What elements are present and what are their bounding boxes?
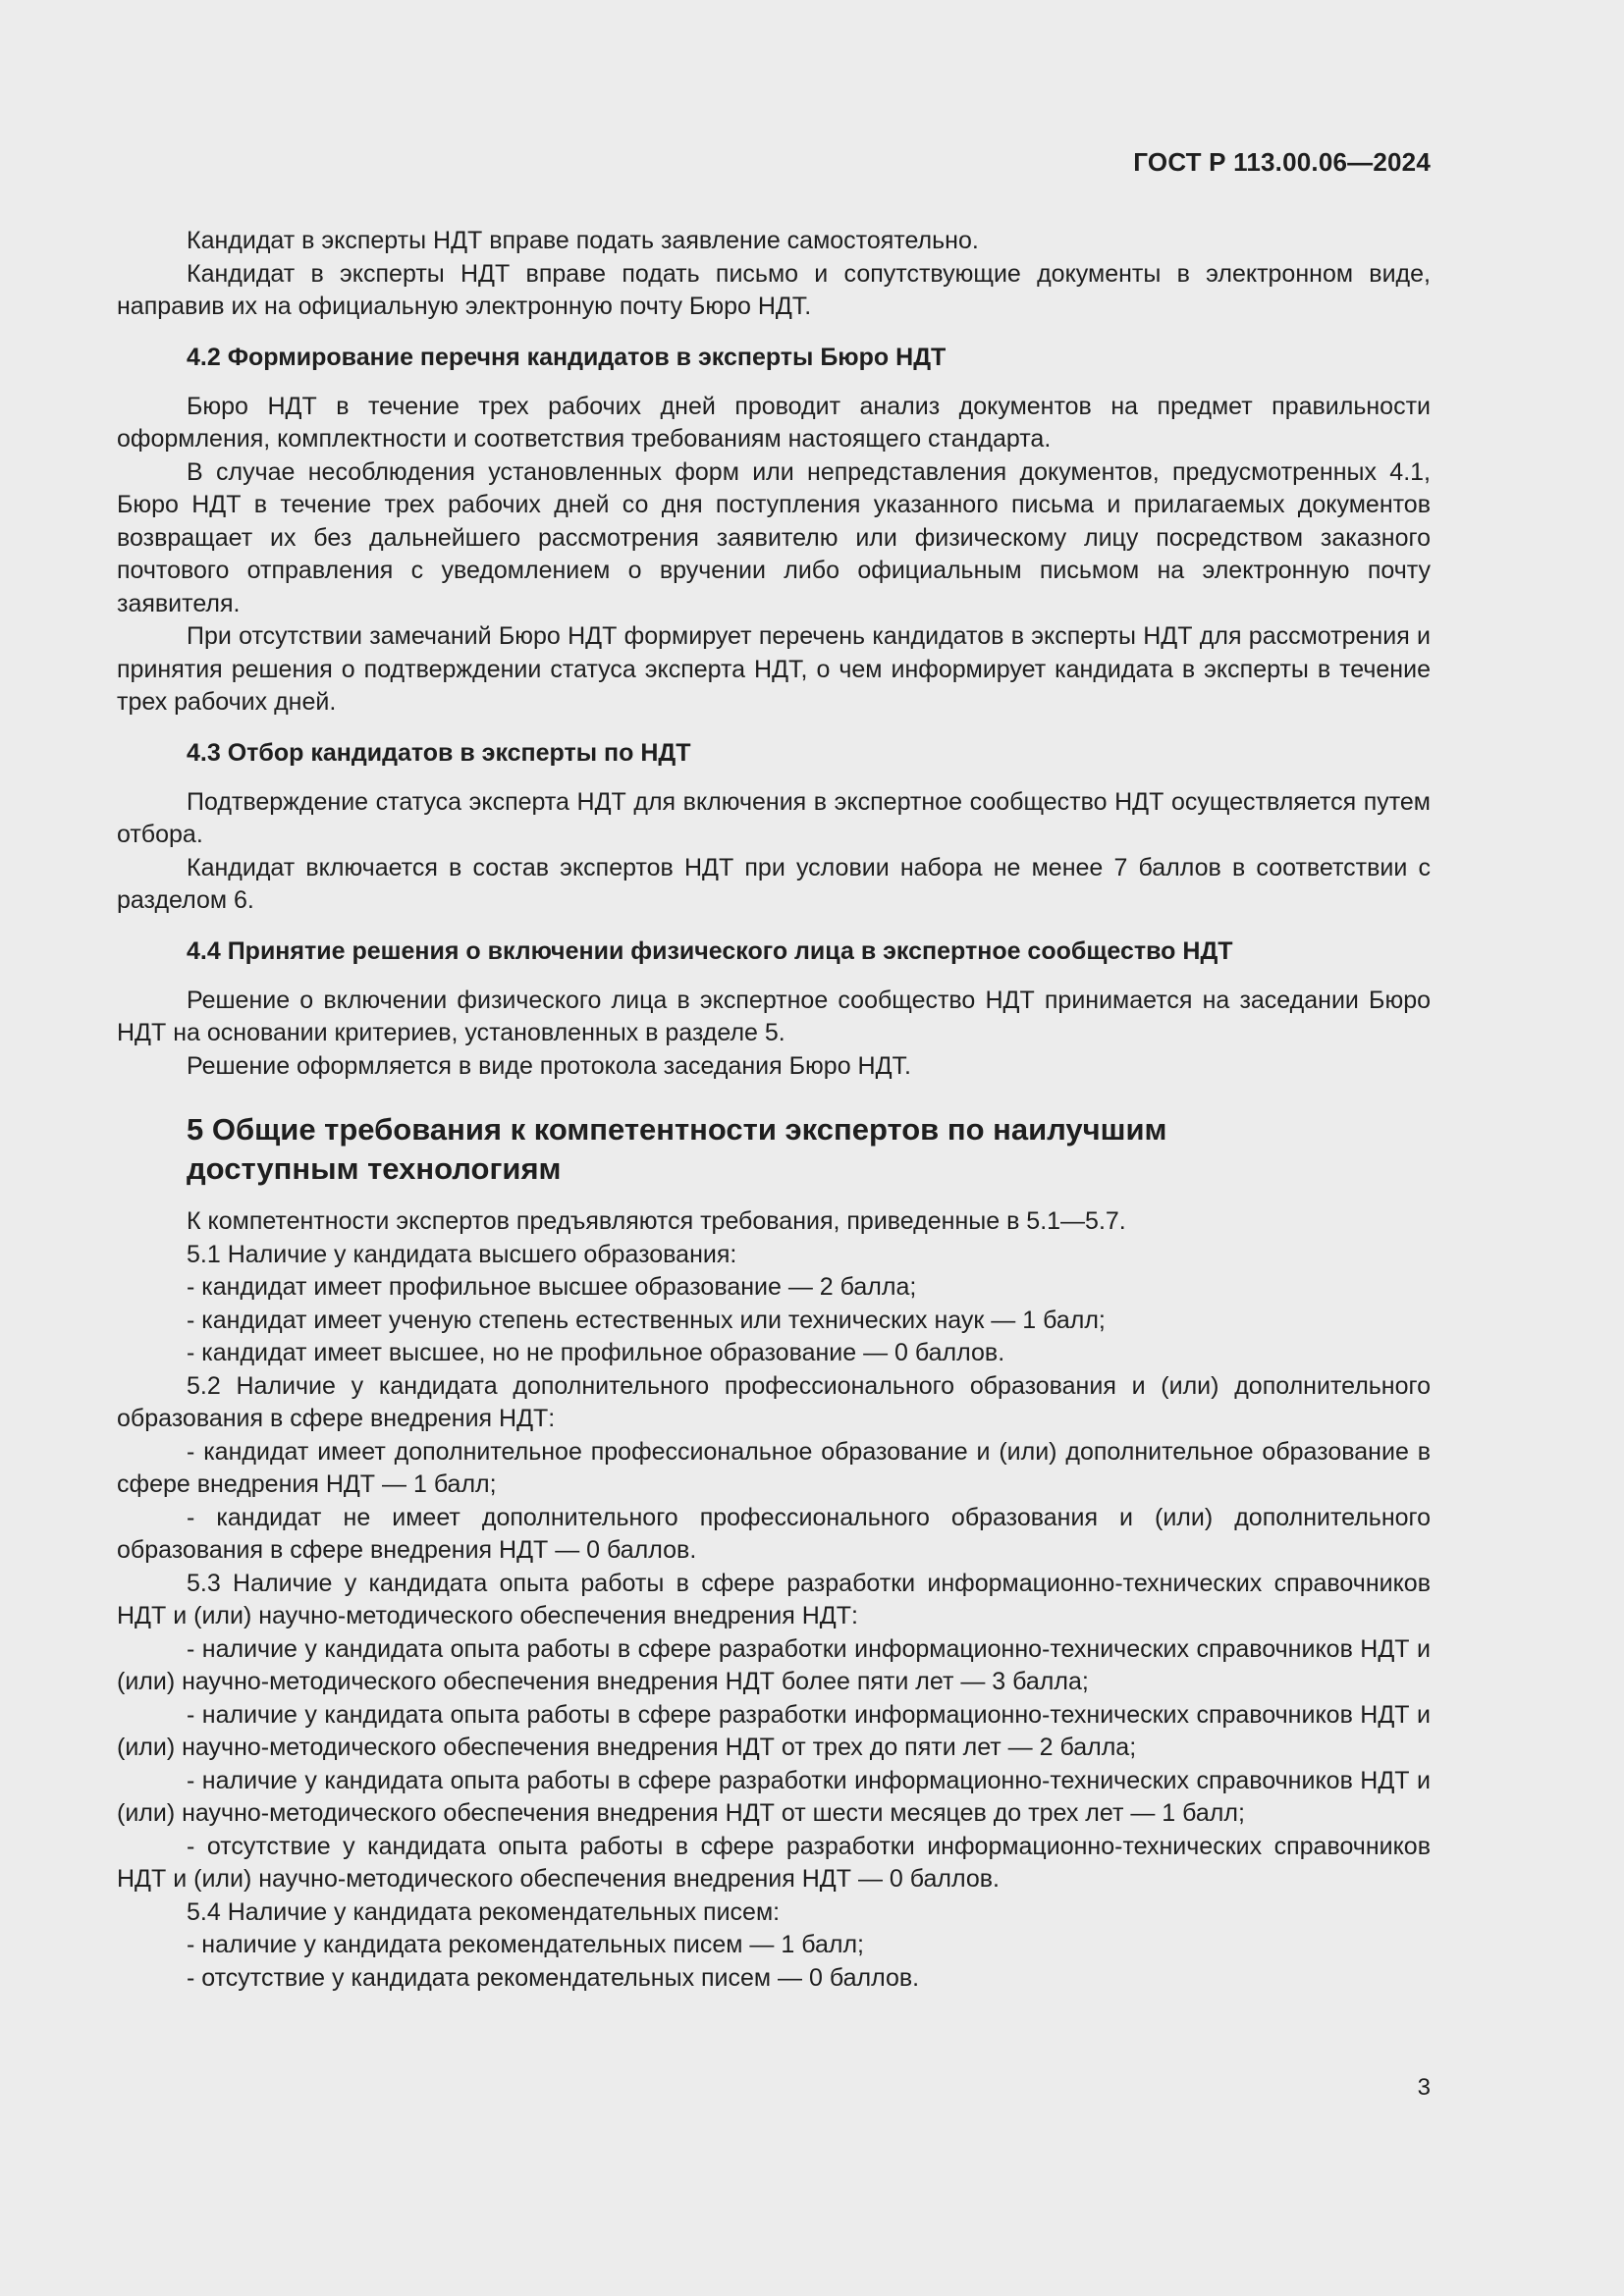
paragraph: Кандидат включается в состав экспертов НДТ при условии набора не менее 7 баллов в соответствии с разделом 6. — [117, 853, 1431, 914]
paragraph: Бюро НДТ в течение трех рабочих дней проводит анализ документов на предмет правильности оформления, комплектности и соответствия требованиям настоящего стандарта. — [117, 392, 1431, 453]
list-item: - кандидат не имеет дополнительного профессионального образования и (или) дополнительного образования в сфере внедрения НДТ — 0 баллов. — [117, 1503, 1431, 1564]
document-code-header: ГОСТ Р 113.00.06—2024 — [1133, 147, 1431, 177]
list-item: - кандидат имеет дополнительное профессиональное образование и (или) дополнительное образование в сфере внедрения НДТ — 1 балл; — [117, 1437, 1431, 1498]
subsection-heading-4-3: 4.3 Отбор кандидатов в эксперты по НДТ — [187, 738, 691, 767]
clause-title-5-3: 5.3 Наличие у кандидата опыта работы в сфере разработки информационно-технических справочников НДТ и (или) научно-методического обеспечения внедрения НДТ: — [117, 1569, 1431, 1629]
list-item: - отсутствие у кандидата рекомендательных писем — 0 баллов. — [187, 1963, 920, 1992]
paragraph: Решение оформляется в виде протокола заседания Бюро НДТ. — [187, 1051, 911, 1080]
list-item: - отсутствие у кандидата опыта работы в сфере разработки информационно-технических справочников НДТ и (или) научно-методического обеспечения внедрения НДТ — 0 баллов. — [117, 1832, 1431, 1893]
list-item: - наличие у кандидата рекомендательных писем — 1 балл; — [187, 1931, 864, 1958]
list-item: - кандидат имеет профильное высшее образование — 2 балла; — [187, 1273, 917, 1301]
document-body — [117, 225, 1431, 1995]
subsection-heading-4-2: 4.2 Формирование перечня кандидатов в эксперты Бюро НДТ — [187, 343, 947, 371]
list-item: - кандидат имеет ученую степень естественных или технических наук — 1 балл; — [187, 1306, 1106, 1334]
paragraph: Кандидат в эксперты НДТ вправе подать заявление самостоятельно. — [187, 227, 979, 254]
clause-title-5-4: 5.4 Наличие у кандидата рекомендательных писем: — [187, 1897, 781, 1926]
paragraph: Решение о включении физического лица в экспертное сообщество НДТ принимается на заседании Бюро НДТ на основании критериев, установленных в разделе 5. — [117, 986, 1431, 1046]
clause-title-5-1: 5.1 Наличие у кандидата высшего образования: — [187, 1240, 737, 1268]
subsection-heading-4-4: 4.4 Принятие решения о включении физического лица в экспертное сообщество НДТ — [187, 936, 1233, 965]
list-item: - наличие у кандидата опыта работы в сфере разработки информационно-технических справочников НДТ и (или) научно-методического обеспечения внедрения НДТ от шести месяцев до трех лет — 1 балл; — [117, 1766, 1431, 1827]
list-item: - наличие у кандидата опыта работы в сфере разработки информационно-технических справочников НДТ и (или) научно-методического обеспечения внедрения НДТ от трех до пяти лет — 2 балла; — [117, 1700, 1431, 1761]
paragraph: К компетентности экспертов предъявляются требования, приведенные в 5.1—5.7. — [187, 1207, 1126, 1235]
document-page — [117, 0, 1431, 2296]
paragraph: Подтверждение статуса эксперта НДТ для включения в экспертное сообщество НДТ осуществляется путем отбора. — [117, 787, 1431, 848]
paragraph: При отсутствии замечаний Бюро НДТ формирует перечень кандидатов в эксперты НДТ для рассмотрения и принятия решения о подтверждении статуса эксперта НДТ, о чем информирует кандидата в эксперты в течение трех рабочих дней. — [117, 622, 1431, 716]
list-item: - кандидат имеет высшее, но не профильное образование — 0 баллов. — [187, 1339, 1005, 1366]
list-item: - наличие у кандидата опыта работы в сфере разработки информационно-технических справочников НДТ и (или) научно-методического обеспечения внедрения НДТ более пяти лет — 3 балла; — [117, 1634, 1431, 1695]
section-heading-5: 5 Общие требования к компетентности экспертов по наилучшим доступным технологиям — [187, 1112, 1167, 1186]
paragraph: В случае несоблюдения установленных форм или непредставления документов, предусмотренных 4.1, Бюро НДТ в течение трех рабочих дней со дня поступления указанного письма и прилагаемых документов возвращает их без дальнейшего рассмотрения заявителю или физическому лицу посредством заказного почтового отправления с уведомлением о вручении либо официальным письмом на электронную почту заявителя. — [117, 457, 1431, 617]
paragraph: Кандидат в эксперты НДТ вправе подать письмо и сопутствующие документы в электронном виде, направив их на официальную электронную почту Бюро НДТ. — [117, 259, 1431, 320]
clause-title-5-2: 5.2 Наличие у кандидата дополнительного профессионального образования и (или) дополнительного образования в сфере внедрения НДТ: — [117, 1371, 1431, 1432]
page-number: 3 — [1417, 2074, 1431, 2101]
